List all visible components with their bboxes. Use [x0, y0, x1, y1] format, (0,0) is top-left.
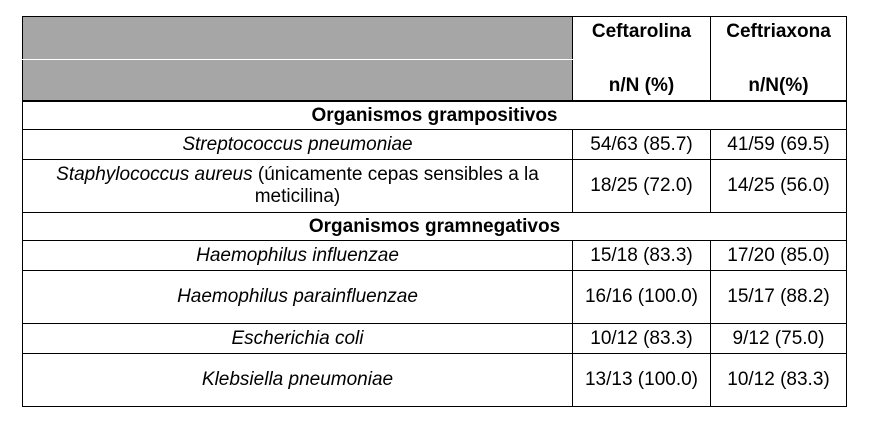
ceftarolina-value: 54/63 (85.7) [573, 130, 711, 160]
ceftarolina-value: 18/25 (72.0) [573, 160, 711, 213]
organism-cell [23, 241, 573, 271]
header-row [23, 17, 847, 60]
ceftriaxona-value: 15/17 (88.2) [711, 271, 847, 324]
header-blank-cell [23, 59, 573, 101]
organism-note: (únicamente cepas sensibles a la meticilina) [252, 164, 539, 207]
header-blank-cell [23, 17, 573, 60]
organism-cell [23, 324, 573, 354]
header-unit-row [23, 59, 847, 101]
ceftriaxona-value: 17/20 (85.0) [711, 241, 847, 271]
section-row-grampositivos [23, 101, 847, 130]
ceftriaxona-value: 9/12 (75.0) [711, 324, 847, 354]
organism-cell [23, 271, 573, 324]
table-row [23, 354, 847, 407]
organism-name: Haemophilus influenzae [196, 244, 399, 266]
organism-name: Streptococcus pneumoniae [182, 133, 413, 155]
table-row [23, 130, 847, 160]
table-row [23, 271, 847, 324]
organism-name: Klebsiella pneumoniae [201, 369, 394, 390]
ceftarolina-value: 16/16 (100.0) [573, 271, 711, 324]
ceftriaxona-value: 41/59 (69.5) [711, 130, 847, 160]
ceftarolina-value: 13/13 (100.0) [573, 354, 711, 407]
section-title: Organismos gramnegativos [23, 213, 847, 241]
col-ceftarolina-title: Ceftarolina [573, 17, 711, 60]
section-row-gramnegativos [23, 213, 847, 241]
ceftarolina-value: 10/12 (83.3) [573, 324, 711, 354]
ceftarolina-value: 15/18 (83.3) [573, 241, 711, 271]
col-ceftriaxona-unit: n/N(%) [711, 59, 847, 101]
section-title: Organismos grampositivos [23, 101, 847, 130]
table-row [23, 241, 847, 271]
organism-cell [23, 130, 573, 160]
table-row [23, 324, 847, 354]
organism-name: Escherichia coli [231, 327, 364, 349]
table-row [23, 160, 847, 213]
organism-name: Haemophilus parainfluenzae [177, 286, 418, 307]
ceftriaxona-value: 14/25 (56.0) [711, 160, 847, 213]
col-ceftriaxona-title: Ceftriaxona [711, 17, 847, 60]
organism-cell [23, 160, 573, 213]
organism-name: Staphylococcus aureus [56, 164, 253, 185]
ceftriaxona-value: 10/12 (83.3) [711, 354, 847, 407]
results-table [22, 16, 847, 407]
col-ceftarolina-unit: n/N (%) [573, 59, 711, 101]
organism-cell [23, 354, 573, 407]
